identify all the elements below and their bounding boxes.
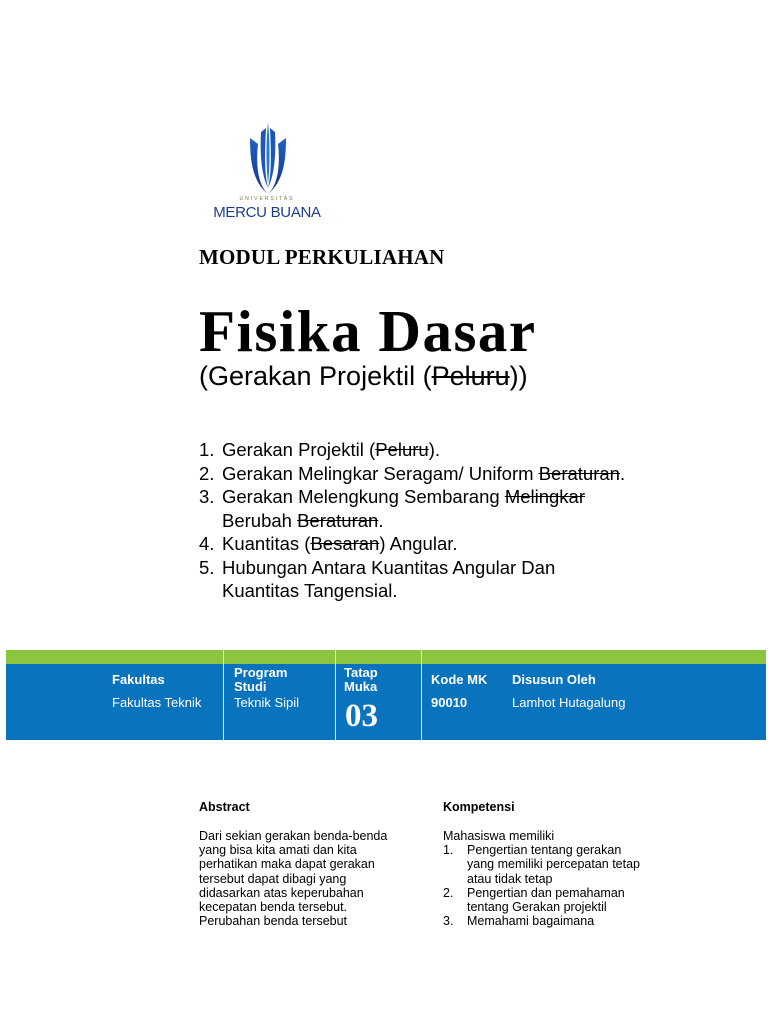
kompetensi-line: Pengertian tentang gerakan xyxy=(467,843,622,858)
topic-text: ). xyxy=(428,439,440,460)
program-label-line: Program xyxy=(234,665,288,680)
topic-number: 5. xyxy=(199,556,215,578)
kompetensi-line: tentang Gerakan projektil xyxy=(467,900,607,915)
abstract-line: didasarkan atas keperubahan xyxy=(199,885,364,900)
page-subtitle xyxy=(199,358,528,394)
subtitle-strike: Peluru xyxy=(431,361,510,391)
topic-item xyxy=(199,438,625,462)
kompetensi-list xyxy=(443,843,673,928)
abstract-body xyxy=(199,829,409,928)
topic-text: ) Angular. xyxy=(379,533,458,554)
topic-text: . xyxy=(378,509,384,531)
kompetensi-item xyxy=(443,914,673,928)
abstract-line: Dari sekian gerakan benda-benda xyxy=(199,829,388,843)
abstract-line: perhatikan maka dapat gerakan xyxy=(199,857,375,872)
mercu-buana-logo-icon xyxy=(247,122,289,194)
topic-item xyxy=(199,532,625,556)
divider xyxy=(223,650,224,740)
topic-item xyxy=(199,485,625,532)
divider xyxy=(335,650,336,740)
kompetensi-number: 3. xyxy=(443,914,454,929)
program-label-line: Studi xyxy=(234,679,267,694)
topic-strike: Besaran xyxy=(310,533,380,554)
kompetensi-line: atau tidak tetap xyxy=(467,871,553,886)
topic-strike: Beraturan xyxy=(297,509,379,531)
topic-text: Gerakan Projektil ( xyxy=(222,439,376,460)
subtitle-post: )) xyxy=(509,361,528,391)
topic-number: 4. xyxy=(199,533,215,554)
kode-label: Kode MK xyxy=(431,672,488,687)
kompetensi-number: 2. xyxy=(443,885,454,900)
tatap-label-line: Muka xyxy=(344,679,378,694)
divider xyxy=(421,650,422,740)
topic-text: Hubungan Antara Kuantitas Angular Dan Kuantitas Tangensial. xyxy=(222,556,556,601)
topic-item xyxy=(199,556,625,603)
modul-heading: MODUL PERKULIAHAN xyxy=(199,245,445,269)
topic-strike: Peluru xyxy=(375,439,429,460)
university-logo xyxy=(199,118,335,230)
kompetensi-item xyxy=(443,843,673,886)
kompetensi-item xyxy=(443,886,673,914)
topic-text: Kuantitas ( xyxy=(222,533,311,554)
abstract-line: yang bisa kita amati dan kita xyxy=(199,843,357,858)
abstract-line: kecepatan benda tersebut. xyxy=(199,900,348,915)
topic-number: 3. xyxy=(199,486,215,507)
kompetensi-number: 1. xyxy=(443,843,454,858)
topic-list xyxy=(199,438,625,603)
abstract-heading: Abstract xyxy=(199,800,250,814)
topic-text: Gerakan Melengkung Sembarang xyxy=(222,486,505,507)
logo-subtext: UNIVERSITAS xyxy=(239,196,295,202)
kompetensi-body xyxy=(443,829,673,928)
topic-number: 2. xyxy=(199,462,215,484)
kompetensi-line: Memahami bagaimana xyxy=(467,914,595,929)
fakultas-label: Fakultas xyxy=(112,672,165,687)
tatap-label-line: Tatap xyxy=(344,665,378,680)
topic-text: Gerakan Melingkar Seragam/ Uniform xyxy=(222,462,539,484)
green-band xyxy=(6,650,766,664)
program-value: Teknik Sipil xyxy=(234,695,300,710)
fakultas-value: Fakultas Teknik xyxy=(112,695,202,710)
subtitle-pre: (Gerakan Projektil ( xyxy=(199,361,432,391)
logo-name: MERCU BUANA xyxy=(213,204,321,221)
program-label xyxy=(234,666,287,694)
kompetensi-heading: Kompetensi xyxy=(443,800,515,814)
kode-value: 90010 xyxy=(431,695,468,710)
topic-strike: Melingkar xyxy=(504,486,586,507)
topic-text: Berubah xyxy=(222,509,298,531)
kompetensi-line: Pengertian dan pemahaman xyxy=(467,885,625,900)
kompetensi-intro: Mahasiswa memiliki xyxy=(443,829,555,843)
abstract-line: tersebut dapat dibagi yang xyxy=(199,871,347,886)
disusun-label: Disusun Oleh xyxy=(512,672,596,687)
page-title: Fisika Dasar xyxy=(199,298,537,364)
abstract-line: Perubahan benda tersebut xyxy=(199,914,348,929)
topic-number: 1. xyxy=(199,439,215,460)
disusun-value: Lamhot Hutagalung xyxy=(512,695,626,710)
topic-text: . xyxy=(619,462,626,484)
topic-item xyxy=(199,462,625,486)
tatap-label xyxy=(344,666,378,694)
kompetensi-line: yang memiliki percepatan tetap xyxy=(467,857,641,872)
tatap-value: 03 xyxy=(345,698,378,734)
topic-strike: Beraturan xyxy=(538,462,620,484)
